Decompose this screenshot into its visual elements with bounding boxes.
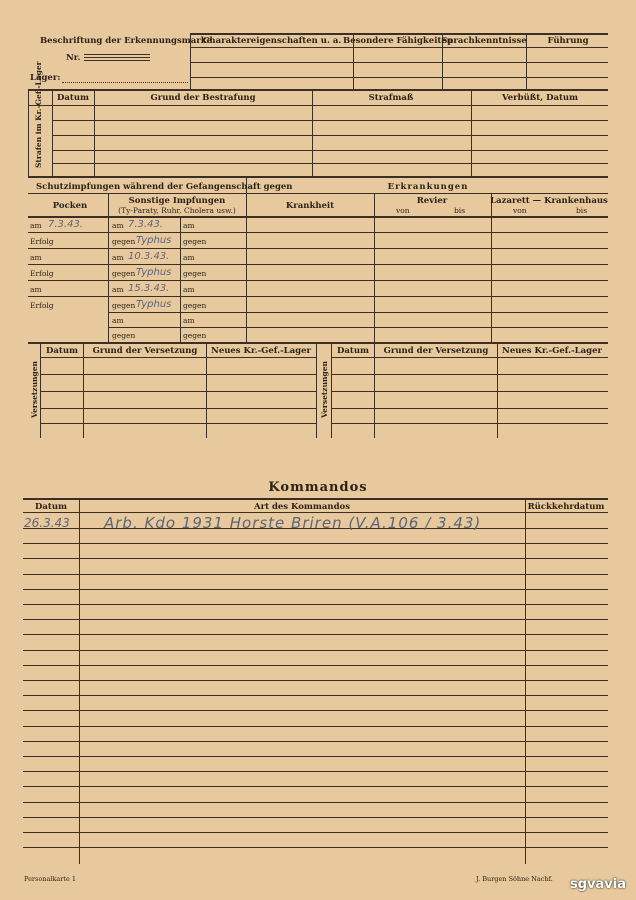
hospital-to: bis	[576, 206, 588, 215]
languages-header: Sprachkenntnisse	[441, 36, 527, 46]
camp-field	[62, 82, 188, 83]
rule	[28, 176, 608, 178]
row-label: gegen	[112, 269, 136, 278]
rule	[40, 357, 316, 358]
rule	[28, 89, 608, 91]
rule	[40, 423, 316, 424]
punish-served-header: Verbüßt, Datum	[501, 93, 579, 103]
rule	[471, 89, 472, 176]
rule	[190, 47, 608, 48]
transfer-camp-header: Neues Kr.-Gef.-Lager	[211, 346, 311, 356]
rule	[331, 423, 608, 424]
row-label: am	[30, 285, 42, 294]
kommando-row-line	[23, 589, 608, 590]
kommando-row-line	[23, 650, 608, 651]
rule	[491, 193, 492, 342]
hospital-header: Lazarett — Krankenhaus	[490, 196, 608, 206]
punish-reason-header: Grund der Bestrafung	[150, 93, 256, 103]
kommando-row-line	[23, 726, 608, 727]
row-label: Erfolg	[30, 301, 54, 310]
kommando-type-header: Art des Kommandos	[254, 502, 350, 512]
kommandos-title: Kommandos	[268, 480, 368, 495]
row-label: am	[183, 253, 195, 262]
rule	[331, 391, 608, 392]
kommando-row-line	[23, 558, 608, 559]
rule	[246, 177, 247, 342]
rule	[180, 216, 181, 342]
rule	[331, 374, 608, 375]
watermark: sgvavia	[570, 877, 626, 892]
other-vaccines-sub: (Ty-Paraty, Ruhr, Cholera usw.)	[118, 206, 236, 215]
hand-vaccine-type: Typhus	[136, 267, 172, 278]
kommando-row-line	[23, 756, 608, 757]
kommando-row-line	[23, 543, 608, 544]
kommando-row-line	[23, 771, 608, 772]
hand-vaccine-date: 7.3.43.	[128, 219, 163, 230]
hand-vaccine-type: Typhus	[136, 299, 172, 310]
other-vaccines-header: Sonstige Impfungen	[128, 196, 226, 206]
row-label: Erfolg	[30, 237, 54, 246]
rule	[28, 105, 608, 106]
row-label: gegen	[112, 301, 136, 310]
row-label: gegen	[112, 331, 136, 340]
kommando-row-line	[23, 786, 608, 787]
row-label: gegen	[183, 237, 207, 246]
hand-vaccine-date: 15.3.43.	[128, 283, 170, 294]
abilities-header: Besondere Fähigkeiten	[343, 36, 453, 46]
transfer-reason-header: Grund der Versetzung	[92, 346, 198, 356]
kommando-date-header: Datum	[35, 502, 67, 512]
kommando-row-line	[23, 619, 608, 620]
transfer-camp-header-2: Neues Kr.-Gef.-Lager	[502, 346, 602, 356]
transfers-side-label-left: Versetzungen	[30, 361, 39, 418]
transfers-side-label-right: Versetzungen	[320, 361, 329, 418]
camp-label: Lager:	[30, 73, 61, 83]
tag-label: Beschriftung der Erkennungsmarke	[40, 36, 213, 46]
rule	[28, 264, 608, 265]
punish-date-header: Datum	[57, 93, 89, 103]
kommando-row-line	[23, 665, 608, 666]
row-label: am	[112, 316, 124, 325]
transfer-date-header-2: Datum	[337, 346, 369, 356]
rule	[28, 296, 608, 297]
row-label: am	[30, 221, 42, 230]
row-label: gegen	[183, 331, 207, 340]
rule	[525, 498, 526, 864]
rule	[40, 391, 316, 392]
transfer-date-header: Datum	[46, 346, 78, 356]
hand-kommando-date: 26.3.43	[24, 516, 70, 530]
rule	[52, 163, 608, 164]
nr-field	[84, 60, 150, 61]
rule	[40, 408, 316, 409]
rule	[23, 498, 608, 500]
rule	[94, 89, 95, 176]
rule	[28, 216, 608, 218]
row-label: gegen	[183, 269, 207, 278]
kommando-row-line	[23, 574, 608, 575]
illness-col-header: Krankheit	[285, 201, 335, 211]
row-label: am	[183, 221, 195, 230]
illness-header: Erkrankungen	[387, 182, 469, 192]
rule	[79, 498, 80, 864]
rule	[52, 89, 53, 176]
rule	[28, 89, 29, 176]
kommando-row-line	[23, 604, 608, 605]
kommando-row-line	[23, 680, 608, 681]
nr-field	[84, 54, 150, 55]
footer-printer: J. Burgen Söhne Nachf.	[476, 875, 553, 883]
rule	[331, 408, 608, 409]
return-date-header: Rückkehrdatum	[527, 502, 605, 512]
infirmary-to: bis	[454, 206, 466, 215]
rule	[190, 33, 608, 35]
nr-label: Nr.	[66, 53, 81, 63]
row-label: am	[183, 285, 195, 294]
rule	[497, 342, 498, 438]
hand-kommando-entry: Arb. Kdo 1931 Horste Briren (V.A.106 / 3.43)	[104, 514, 482, 532]
rule	[108, 193, 109, 342]
rule	[40, 342, 41, 438]
vaccination-header: Schutzimpfungen während der Gefangenschaft gegen	[36, 182, 293, 192]
kommando-row-line	[23, 847, 608, 848]
row-label: gegen	[183, 301, 207, 310]
row-label: am	[112, 253, 124, 262]
rule	[108, 327, 608, 328]
kommando-row-line	[23, 832, 608, 833]
rule	[40, 374, 316, 375]
kommando-row-line	[23, 817, 608, 818]
hand-smallpox-date: 7.3.43.	[48, 219, 83, 230]
rule	[28, 248, 608, 249]
row-label: Erfolg	[30, 269, 54, 278]
character-header: Charaktereigenschaften u. a.	[202, 36, 342, 46]
row-label: am	[112, 221, 124, 230]
rule	[52, 120, 608, 121]
rule	[206, 342, 207, 438]
hand-vaccine-type: Typhus	[136, 235, 172, 246]
footer-form-number: Personalkarte 1	[24, 875, 77, 883]
infirmary-header: Revier	[416, 196, 448, 206]
kommando-row-line	[23, 710, 608, 711]
rule	[331, 357, 608, 358]
hospital-from: von	[513, 206, 527, 215]
rule	[190, 77, 608, 78]
rule	[83, 342, 84, 438]
nr-field	[84, 57, 150, 58]
rule	[23, 512, 608, 513]
infirmary-from: von	[396, 206, 410, 215]
row-label: gegen	[112, 237, 136, 246]
rule	[374, 193, 375, 342]
kommando-row-line	[23, 802, 608, 803]
rule	[52, 135, 608, 136]
rule	[52, 150, 608, 151]
rule	[374, 342, 375, 438]
punishments-side-label: Strafen im Kr.-Gef.-Lager	[34, 61, 43, 168]
rule	[28, 342, 608, 344]
row-label: am	[30, 253, 42, 262]
kommando-row-line	[23, 634, 608, 635]
punish-measure-header: Strafmaß	[368, 93, 414, 103]
rule	[312, 89, 313, 176]
conduct-header: Führung	[547, 36, 589, 46]
hand-vaccine-date: 10.3.43.	[128, 251, 170, 262]
kommando-row-line	[23, 741, 608, 742]
rule	[331, 342, 332, 438]
transfer-reason-header-2: Grund der Versetzung	[383, 346, 489, 356]
kommando-row-line	[23, 695, 608, 696]
rule	[108, 312, 608, 313]
row-label: am	[183, 316, 195, 325]
row-label: am	[112, 285, 124, 294]
rule	[28, 280, 608, 281]
rule	[28, 232, 608, 233]
smallpox-header: Pocken	[52, 201, 88, 211]
rule	[28, 193, 608, 194]
rule	[316, 342, 317, 438]
rule	[190, 62, 608, 63]
